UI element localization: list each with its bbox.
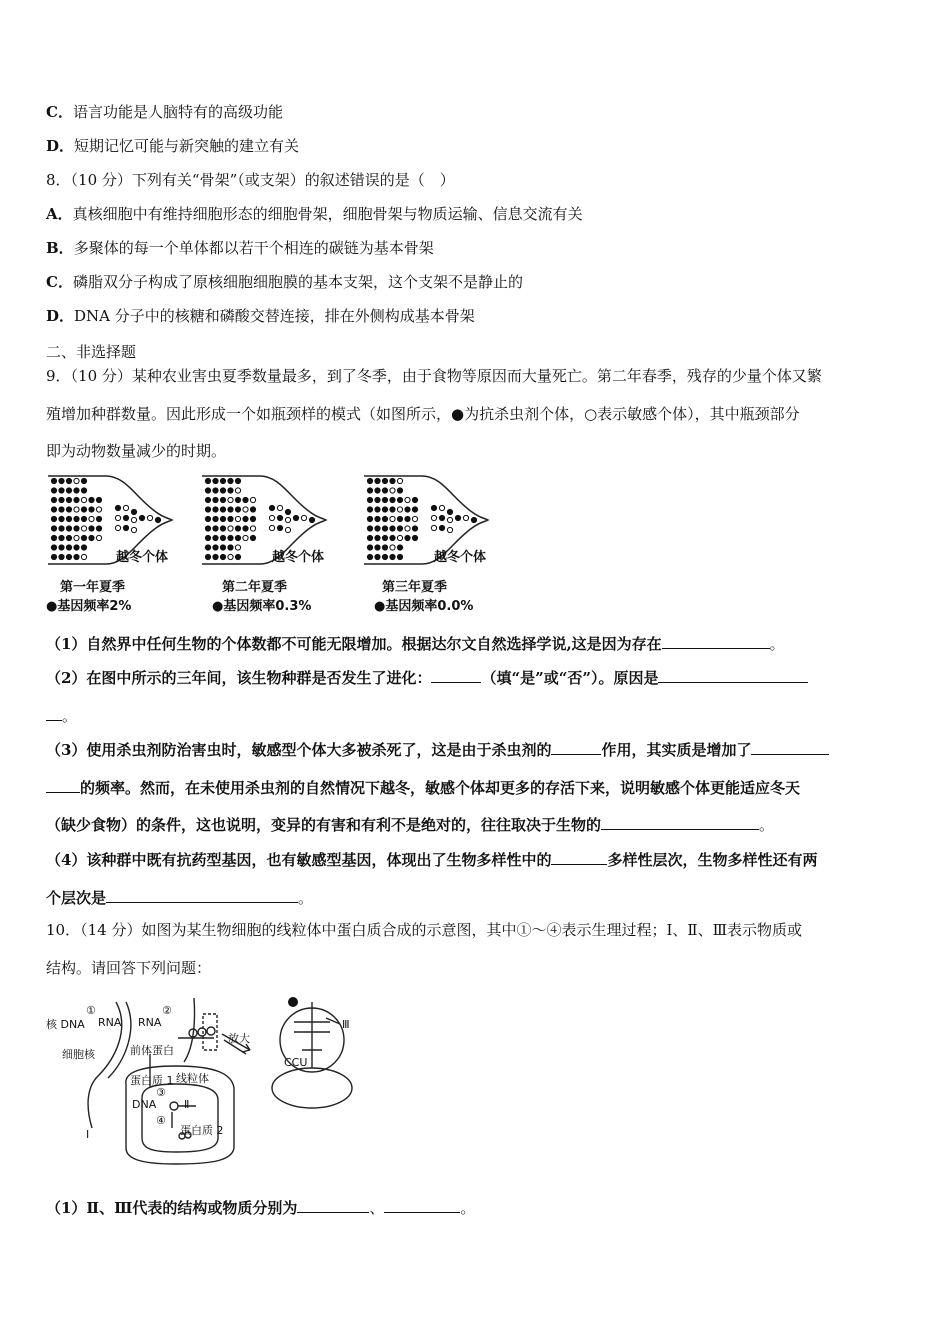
option-c-prev: C．语言功能是人脑特有的高级功能	[46, 103, 283, 121]
q9-sub3-line3: （缺少食物）的条件，这也说明，变异的有害和有利不是绝对的，往往取决于生物的 。	[46, 816, 775, 834]
answer-blank[interactable]	[431, 668, 481, 683]
rna-label: RNA	[98, 1016, 122, 1029]
answer-blank[interactable]	[46, 706, 62, 721]
season-label: 第一年夏季	[60, 580, 126, 595]
step4-label: ④	[156, 1114, 166, 1127]
q8-stem: 8．（10 分）下列有关“骨架”（或支架）的叙述错误的是（ ）	[46, 171, 455, 189]
season-label: 第二年夏季	[222, 580, 288, 595]
bottleneck-panel-1	[46, 472, 196, 614]
q9-sub3-line2: 的频率。然而，在未使用杀虫剂的自然情况下越冬，敏感个体却更多的存活下来，说明敏感个体更能适应冬天	[46, 778, 800, 798]
dna-label: DNA	[132, 1098, 157, 1111]
step1-label: ①	[86, 1004, 96, 1017]
q9-sub2: （2）在图中所示的三年间，该生物种群是否发生了进化： （填“是”或“否”）。原因是	[46, 668, 808, 688]
answer-blank[interactable]	[384, 1198, 460, 1213]
precursor-protein-label: 前体蛋白	[130, 1044, 174, 1057]
winter-label: 越冬个体	[272, 550, 325, 565]
enlarge-label: 放大	[228, 1032, 250, 1045]
option-d-prev: D．短期记忆可能与新突触的建立有关	[46, 137, 300, 155]
mitochondria-protein-synthesis-diagram	[46, 988, 366, 1168]
winter-label: 越冬个体	[116, 550, 169, 565]
answer-blank[interactable]	[662, 634, 770, 649]
q8-option-d: D．DNA 分子中的核糖和磷酸交替连接，排在外侧构成基本骨架	[46, 307, 475, 325]
winter-label: 越冬个体	[434, 550, 487, 565]
protein2-label: 蛋白质 2	[180, 1124, 224, 1137]
q10-line2: 结构。请回答下列问题：	[46, 959, 212, 977]
q9-sub2-cont: 。	[46, 706, 77, 726]
q9-sub1: （1）自然界中任何生物的个体数都不可能无限增加。根据达尔文自然选择学说,这是因为存在 。	[46, 635, 785, 653]
gene-frequency-label: ●基因频率0.0%	[374, 599, 474, 614]
q9-sub4: （4）该种群中既有抗药型基因，也有敏感型基因，体现出了生物多样性中的 多样性层次，生物多样性还有两	[46, 851, 818, 869]
section-heading: 二、非选择题	[46, 343, 137, 361]
roman-three-label: Ⅲ	[342, 1018, 350, 1031]
season-label: 第三年夏季	[382, 580, 448, 595]
q10-line1: 10．（14 分）如图为某生物细胞的线粒体中蛋白质合成的示意图，其中①～④表示生理过程；Ⅰ、Ⅱ、Ⅲ表示物质或	[46, 921, 803, 939]
answer-blank[interactable]	[551, 740, 601, 755]
step3-label: ③	[156, 1086, 166, 1099]
answer-blank[interactable]	[46, 778, 80, 793]
q8-option-b: B．多聚体的每一个单体都以若干个相连的碳链为基本骨架	[46, 239, 434, 257]
q9-line3: 即为动物数量减少的时期。	[46, 442, 227, 460]
nuclear-dna-label: 核 DNA	[46, 1018, 85, 1031]
bottleneck-panel-2	[200, 472, 350, 614]
q9-line1: 9．（10 分）某种农业害虫夏季数量最多，到了冬季，由于食物等原因而大量死亡。第二年春季，残存的少量个体又繁	[46, 367, 822, 385]
protein1-label: 蛋白质 1	[130, 1074, 174, 1087]
roman-one-label: Ⅰ	[86, 1128, 90, 1141]
q8-option-c: C．磷脂双分子构成了原核细胞细胞膜的基本支架，这个支架不是静止的	[46, 273, 523, 291]
answer-blank[interactable]	[601, 815, 759, 830]
answer-blank[interactable]	[551, 850, 607, 865]
codon-label: CCU	[284, 1056, 308, 1069]
q8-option-a: A．真核细胞中有维持细胞形态的细胞骨架，细胞骨架与物质运输、信息交流有关	[46, 205, 583, 223]
q10-sub1: （1）Ⅱ、Ⅲ代表的结构或物质分别为 、 。	[46, 1199, 476, 1217]
gene-frequency-label: ●基因频率2%	[46, 599, 132, 614]
nucleus-label: 细胞核	[62, 1048, 95, 1061]
answer-blank[interactable]	[297, 1198, 369, 1213]
q9-sub4-line2: 个层次是 。	[46, 889, 314, 907]
step2-label: ②	[162, 1004, 172, 1017]
q9-line2: 殖增加种群数量。因此形成一个如瓶颈样的模式（如图所示，●为抗杀虫剂个体，○表示敏感个体），其中瓶颈部分	[46, 405, 800, 423]
answer-blank[interactable]	[751, 740, 829, 755]
answer-blank[interactable]	[658, 668, 808, 683]
roman-two-label: Ⅱ	[184, 1098, 190, 1111]
q9-sub3: （3）使用杀虫剂防治害虫时，敏感型个体大多被杀死了，这是由于杀虫剂的 作用，其实质是增加了	[46, 740, 829, 760]
answer-blank[interactable]	[106, 888, 298, 903]
gene-frequency-label: ●基因频率0.3%	[212, 599, 312, 614]
mitochondrion-label: 线粒体	[176, 1072, 209, 1085]
bottleneck-panel-3	[362, 472, 512, 614]
rna-label: RNA	[138, 1016, 162, 1029]
